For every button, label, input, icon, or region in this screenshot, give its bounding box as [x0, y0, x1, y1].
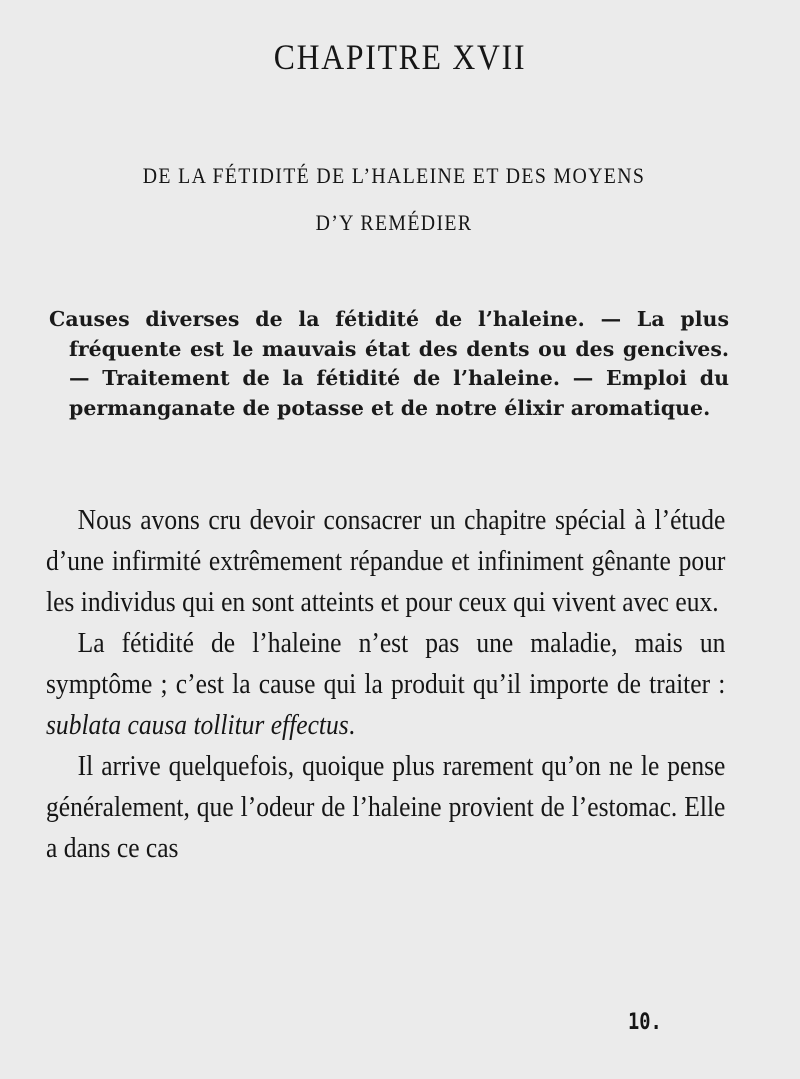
chapter-heading: CHAPITRE XVII [273, 37, 527, 77]
latin-quote: sublata causa tollitur effectus [46, 709, 349, 741]
body-text [46, 500, 725, 869]
paragraph-3: Il arrive quelquefois, quoique plus rarement qu’on ne le pense généralement, que l’odeur de l’haleine provient de l’estomac. Elle a dans ce cas [46, 750, 726, 864]
section-title-line-1: DE LA FÉTIDITÉ DE L’HALEINE ET DES MOYENS [142, 163, 646, 188]
chapter-summary [49, 305, 729, 423]
paragraph-2-end: . [348, 709, 356, 741]
chapter-summary-text: Causes diverses de la fétidité de l’haleine. — La plus fréquente est le mauvais état des dents ou des gencives. — Traitement de la fétidité de l’haleine. — Emploi du permanganate de potasse et de notre élixir aromatique. [49, 307, 729, 420]
section-title-line-2: D’Y REMÉDIER [315, 210, 473, 235]
paragraph-1: Nous avons cru devoir consacrer un chapitre spécial à l’étude d’une infirmité extrêmement répandue et infiniment gênante pour les individus qui en sont atteints et pour ceux qui vivent avec eux. [46, 504, 726, 618]
page-number: 10. [628, 1010, 662, 1035]
paragraph-2-text: La fétidité de l’haleine n’est pas une maladie, mais un symptôme ; c’est la cause qui la produit qu’il importe de traiter : [46, 627, 726, 700]
paragraph-2 [46, 623, 725, 746]
